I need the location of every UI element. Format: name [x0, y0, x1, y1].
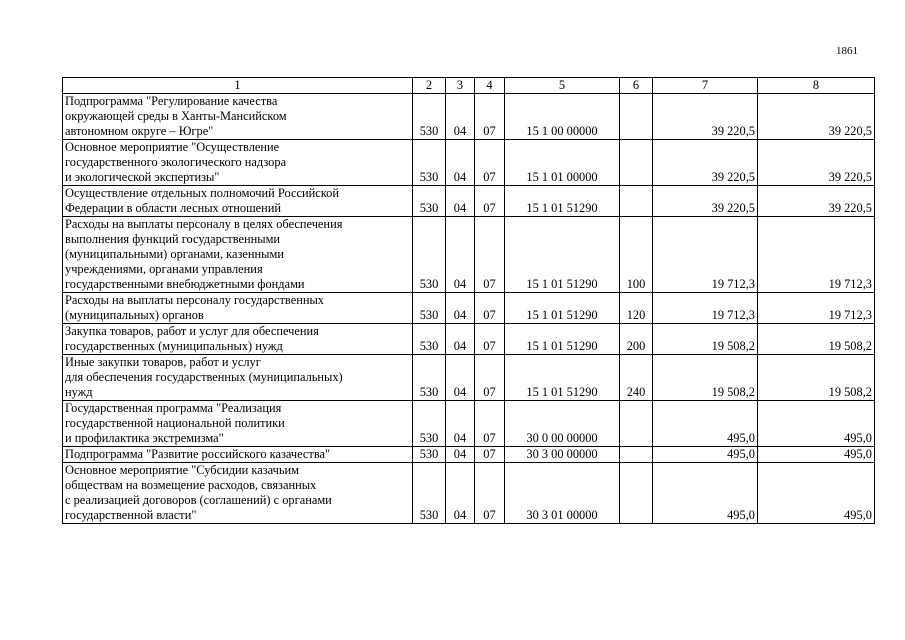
row-description: Закупка товаров, работ и услуг для обеспечения государственных (муниципальных) нужд: [63, 324, 413, 355]
row-col-8: 495,0: [758, 463, 875, 524]
row-col-6: [620, 447, 653, 463]
row-col-7: 39 220,5: [653, 186, 758, 217]
header-row: [63, 78, 875, 94]
header-col-5: 5: [505, 78, 620, 94]
header-col-8: 8: [758, 78, 875, 94]
header-col-6: 6: [620, 78, 653, 94]
row-col-5: 15 1 00 00000: [505, 94, 620, 140]
row-col-5: 15 1 01 51290: [505, 293, 620, 324]
row-description: Государственная программа "Реализация государственной национальной политики и профилактика экстремизма": [63, 401, 413, 447]
row-col-4: 07: [475, 94, 505, 140]
row-description: Расходы на выплаты персоналу государственных (муниципальных) органов: [63, 293, 413, 324]
row-col-7: 19 712,3: [653, 293, 758, 324]
row-col-8: 495,0: [758, 447, 875, 463]
table-row: [63, 355, 875, 401]
row-description: Подпрограмма "Регулирование качества окружающей среды в Ханты-Мансийском автономном округе – Югре": [63, 94, 413, 140]
row-col-3: 04: [446, 447, 475, 463]
row-col-6: [620, 186, 653, 217]
row-col-6: 240: [620, 355, 653, 401]
row-col-2: 530: [413, 186, 446, 217]
row-description: Основное мероприятие "Осуществление государственного экологического надзора и экологической экспертизы": [63, 140, 413, 186]
row-col-5: 15 1 01 51290: [505, 186, 620, 217]
row-col-8: 19 712,3: [758, 217, 875, 293]
row-col-3: 04: [446, 293, 475, 324]
row-col-7: 495,0: [653, 401, 758, 447]
row-col-4: 07: [475, 140, 505, 186]
row-col-4: 07: [475, 293, 505, 324]
row-col-7: 19 712,3: [653, 217, 758, 293]
row-col-7: 19 508,2: [653, 324, 758, 355]
table-row: [63, 293, 875, 324]
row-col-4: 07: [475, 324, 505, 355]
row-col-8: 495,0: [758, 401, 875, 447]
row-col-2: 530: [413, 447, 446, 463]
row-col-7: 39 220,5: [653, 94, 758, 140]
header-col-3: 3: [446, 78, 475, 94]
row-description: Расходы на выплаты персоналу в целях обеспечения выполнения функций государственными (муниципальными) органами, казенными учреждениями, органами управления государственными внебюджетными фондами: [63, 217, 413, 293]
table-row: [63, 324, 875, 355]
budget-table: [62, 77, 875, 524]
row-col-2: 530: [413, 217, 446, 293]
row-col-8: 39 220,5: [758, 94, 875, 140]
row-col-3: 04: [446, 217, 475, 293]
header-col-1: 1: [63, 78, 413, 94]
row-col-7: 495,0: [653, 463, 758, 524]
row-col-2: 530: [413, 355, 446, 401]
row-col-5: 30 0 00 00000: [505, 401, 620, 447]
row-col-6: [620, 94, 653, 140]
row-col-3: 04: [446, 94, 475, 140]
row-col-3: 04: [446, 324, 475, 355]
row-col-8: 19 508,2: [758, 355, 875, 401]
row-col-4: 07: [475, 401, 505, 447]
row-col-2: 530: [413, 140, 446, 186]
row-description: Подпрограмма "Развитие российского казачества": [63, 447, 413, 463]
row-col-3: 04: [446, 401, 475, 447]
row-col-8: 19 712,3: [758, 293, 875, 324]
header-col-2: 2: [413, 78, 446, 94]
row-col-6: 120: [620, 293, 653, 324]
row-col-4: 07: [475, 217, 505, 293]
row-col-7: 19 508,2: [653, 355, 758, 401]
row-col-7: 39 220,5: [653, 140, 758, 186]
table-row: [63, 140, 875, 186]
row-col-8: 19 508,2: [758, 324, 875, 355]
header-col-7: 7: [653, 78, 758, 94]
row-col-3: 04: [446, 463, 475, 524]
page-number: 1861: [836, 45, 858, 57]
row-col-6: 200: [620, 324, 653, 355]
row-col-7: 495,0: [653, 447, 758, 463]
row-col-2: 530: [413, 94, 446, 140]
row-col-5: 15 1 01 51290: [505, 355, 620, 401]
row-col-6: 100: [620, 217, 653, 293]
row-description: Основное мероприятие "Субсидии казачьим обществам на возмещение расходов, связанных с реализацией договоров (соглашений) с органами государственной власти": [63, 463, 413, 524]
row-col-6: [620, 401, 653, 447]
row-col-5: 30 3 00 00000: [505, 447, 620, 463]
table-row: [63, 447, 875, 463]
row-col-4: 07: [475, 355, 505, 401]
row-col-5: 30 3 01 00000: [505, 463, 620, 524]
row-col-2: 530: [413, 324, 446, 355]
row-col-3: 04: [446, 355, 475, 401]
row-col-2: 530: [413, 293, 446, 324]
row-col-5: 15 1 01 00000: [505, 140, 620, 186]
row-col-6: [620, 463, 653, 524]
row-col-5: 15 1 01 51290: [505, 324, 620, 355]
row-description: Осуществление отдельных полномочий Российской Федерации в области лесных отношений: [63, 186, 413, 217]
row-col-8: 39 220,5: [758, 186, 875, 217]
table-row: [63, 186, 875, 217]
row-col-5: 15 1 01 51290: [505, 217, 620, 293]
table-row: [63, 463, 875, 524]
row-col-4: 07: [475, 463, 505, 524]
table-row: [63, 401, 875, 447]
table-row: [63, 217, 875, 293]
row-col-2: 530: [413, 463, 446, 524]
row-col-8: 39 220,5: [758, 140, 875, 186]
header-col-4: 4: [475, 78, 505, 94]
row-col-6: [620, 140, 653, 186]
row-description: Иные закупки товаров, работ и услуг для обеспечения государственных (муниципальных) нужд: [63, 355, 413, 401]
table-row: [63, 94, 875, 140]
row-col-3: 04: [446, 186, 475, 217]
row-col-4: 07: [475, 447, 505, 463]
row-col-4: 07: [475, 186, 505, 217]
table-body: [63, 94, 875, 524]
row-col-2: 530: [413, 401, 446, 447]
row-col-3: 04: [446, 140, 475, 186]
